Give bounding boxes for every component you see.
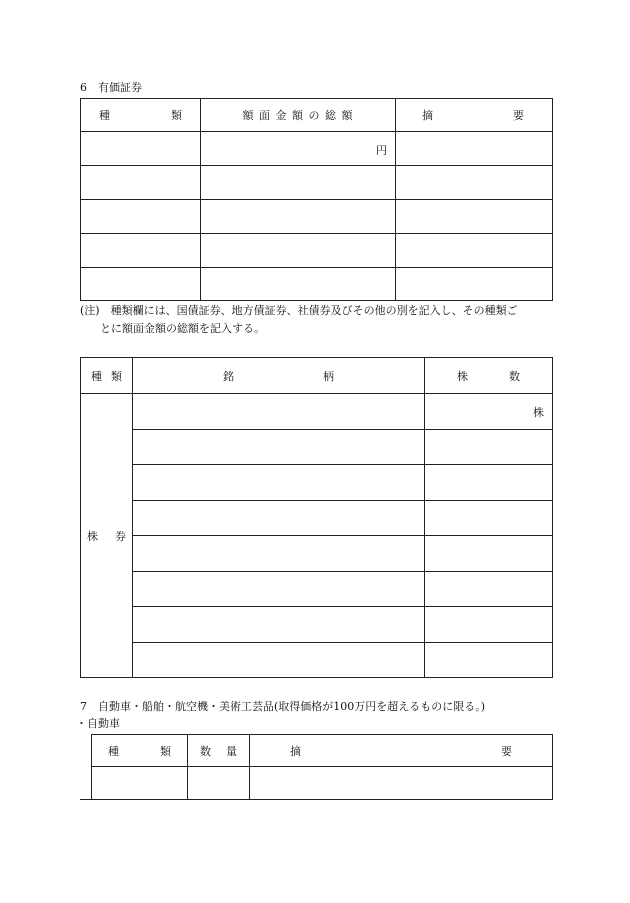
cell-summary[interactable] xyxy=(396,234,553,268)
cell-share-count[interactable] xyxy=(425,501,553,536)
cell-summary[interactable] xyxy=(250,767,553,800)
header-brand: 銘 柄 xyxy=(133,358,425,394)
stocks-table xyxy=(80,357,553,678)
cell-amount[interactable] xyxy=(201,132,396,166)
cell-amount[interactable] xyxy=(201,268,396,301)
cell-share-count[interactable] xyxy=(425,643,553,678)
cell-type[interactable] xyxy=(81,200,201,234)
cell-summary[interactable] xyxy=(396,166,553,200)
cell-share-count[interactable] xyxy=(425,465,553,501)
cell-type[interactable] xyxy=(92,767,188,800)
cell-amount[interactable] xyxy=(201,166,396,200)
cell-summary[interactable] xyxy=(396,268,553,301)
yen-unit: 円 xyxy=(376,144,387,157)
header-quantity: 数 量 xyxy=(188,735,250,767)
header-type: 種 類 xyxy=(81,358,133,394)
cell-share-count[interactable] xyxy=(425,572,553,607)
cell-brand[interactable] xyxy=(133,430,425,465)
section6-heading: 6 有価証券 xyxy=(80,81,142,94)
vehicles-table xyxy=(91,734,553,800)
cell-brand[interactable] xyxy=(133,607,425,643)
cell-share-count[interactable] xyxy=(425,430,553,465)
header-summary: 摘 要 xyxy=(250,735,553,767)
stock-certificate-label: 株 券 xyxy=(81,394,133,678)
header-type: 種 類 xyxy=(81,99,201,132)
cell-brand[interactable] xyxy=(133,394,425,430)
cell-type[interactable] xyxy=(81,166,201,200)
cell-type[interactable] xyxy=(81,268,201,301)
cell-share-count[interactable] xyxy=(425,394,553,430)
cell-summary[interactable] xyxy=(396,132,553,166)
cell-amount[interactable] xyxy=(201,200,396,234)
cell-brand[interactable] xyxy=(133,536,425,572)
header-face-value-total: 額 面 金 額 の 総 額 xyxy=(201,99,396,132)
note-line-2: とに額面金額の総額を記入する。 xyxy=(100,322,265,335)
table-underline xyxy=(80,799,92,800)
cell-amount[interactable] xyxy=(201,234,396,268)
header-type: 種 類 xyxy=(92,735,188,767)
section7-subheading: ・自動車 xyxy=(76,717,120,730)
note-line-1: (注) 種類欄には、国債証券、地方債証券、社債券及びその他の別を記入し、その種類ご xyxy=(80,304,518,317)
cell-share-count[interactable] xyxy=(425,536,553,572)
cell-share-count[interactable] xyxy=(425,607,553,643)
cell-brand[interactable] xyxy=(133,572,425,607)
cell-summary[interactable] xyxy=(396,200,553,234)
securities-table xyxy=(80,98,553,301)
share-unit: 株 xyxy=(533,406,544,419)
header-share-count: 株 数 xyxy=(425,358,553,394)
cell-brand[interactable] xyxy=(133,643,425,678)
cell-quantity[interactable] xyxy=(188,767,250,800)
section7-heading: 7 自動車・船舶・航空機・美術工芸品(取得価格が100万円を超えるものに限る。) xyxy=(80,700,486,713)
cell-type[interactable] xyxy=(81,132,201,166)
cell-type[interactable] xyxy=(81,234,201,268)
header-summary: 摘 要 xyxy=(396,99,553,132)
cell-brand[interactable] xyxy=(133,501,425,536)
cell-brand[interactable] xyxy=(133,465,425,501)
